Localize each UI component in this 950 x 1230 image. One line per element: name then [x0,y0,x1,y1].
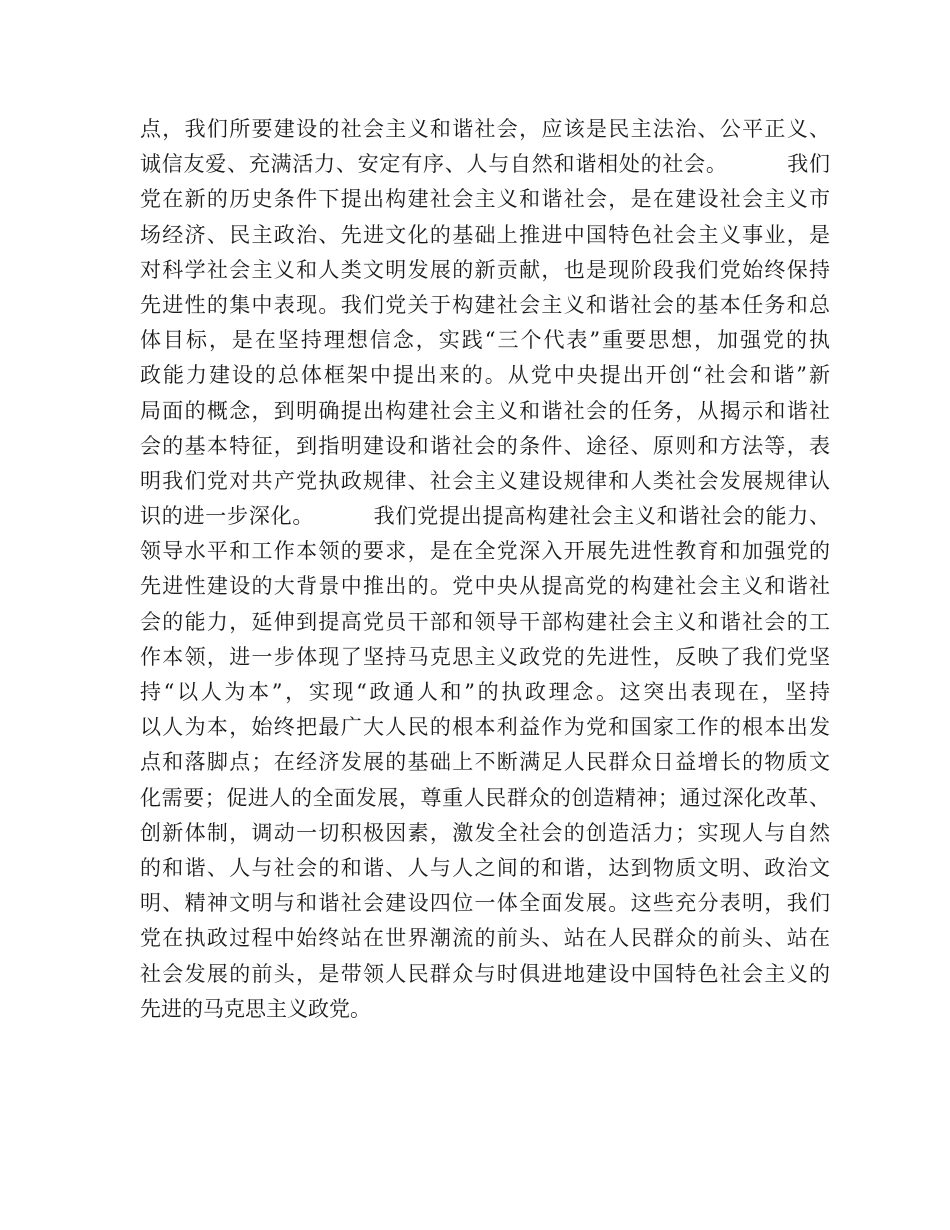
text-line: 点，我们所要建设的社会主义和谐社会，应该是民主法治、公平正义、 [140,117,830,141]
text-line: 会的基本特征，到指明建设和谐社会的条件、途径、原则和方法等，表 [140,433,830,458]
text-line: 识的进一步深化。 我们党提出提高构建社会主义和谐社会的能力、 [140,504,830,529]
text-line: 明我们党对共产党执政规律、社会主义建设规律和人类社会发展规律认 [140,468,830,493]
text-line: 先进性建设的大背景中推出的。党中央从提高党的构建社会主义和谐社 [140,574,830,599]
body-text [140,112,830,1027]
text-line: 党在执政过程中始终站在世界潮流的前头、站在人民群众的前头、站在 [140,926,830,951]
text-line: 作本领，进一步体现了坚持马克思主义政党的先进性，反映了我们党坚 [140,644,830,669]
text-line: 政能力建设的总体框架中提出来的。从党中央提出开创“社会和谐”新 [140,363,830,388]
text-line: 党在新的历史条件下提出构建社会主义和谐社会，是在建设社会主义市 [140,187,830,212]
text-line: 持“以人为本”，实现“政通人和”的执政理念。这突出表现在，坚持 [140,680,830,704]
text-line: 以人为本，始终把最广大人民的根本利益作为党和国家工作的根本出发 [140,715,830,740]
text-line: 社会发展的前头，是带领人民群众与时俱进地建设中国特色社会主义的 [140,961,830,986]
text-line: 明、精神文明与和谐社会建设四位一体全面发展。这些充分表明，我们 [140,891,830,916]
text-line: 点和落脚点；在经济发展的基础上不断满足人民群众日益增长的物质文 [140,750,830,775]
text-line: 先进性的集中表现。我们党关于构建社会主义和谐社会的基本任务和总 [140,292,830,317]
text-line: 创新体制，调动一切积极因素，激发全社会的创造活力；实现人与自然 [140,820,830,845]
text-line: 先进的马克思主义政党。 [140,996,371,1021]
text-line: 的和谐、人与社会的和谐、人与人之间的和谐，达到物质文明、政治文 [140,855,830,880]
text-line: 会的能力，延伸到提高党员干部和领导干部构建社会主义和谐社会的工 [140,609,830,634]
text-line: 诚信友爱、充满活力、安定有序、人与自然和谐相处的社会。 我们 [140,152,830,177]
text-line: 场经济、民主政治、先进文化的基础上推进中国特色社会主义事业，是 [140,222,830,247]
text-line: 化需要；促进人的全面发展，尊重人民群众的创造精神；通过深化改革、 [140,785,830,810]
text-line: 对科学社会主义和人类文明发展的新贡献，也是现阶段我们党始终保持 [140,257,830,282]
text-line: 领导水平和工作本领的要求，是在全党深入开展先进性教育和加强党的 [140,539,830,564]
text-line: 局面的概念，到明确提出构建社会主义和谐社会的任务，从揭示和谐社 [140,398,830,423]
text-line: 体目标，是在坚持理想信念，实践“三个代表”重要思想，加强党的执 [140,328,830,353]
